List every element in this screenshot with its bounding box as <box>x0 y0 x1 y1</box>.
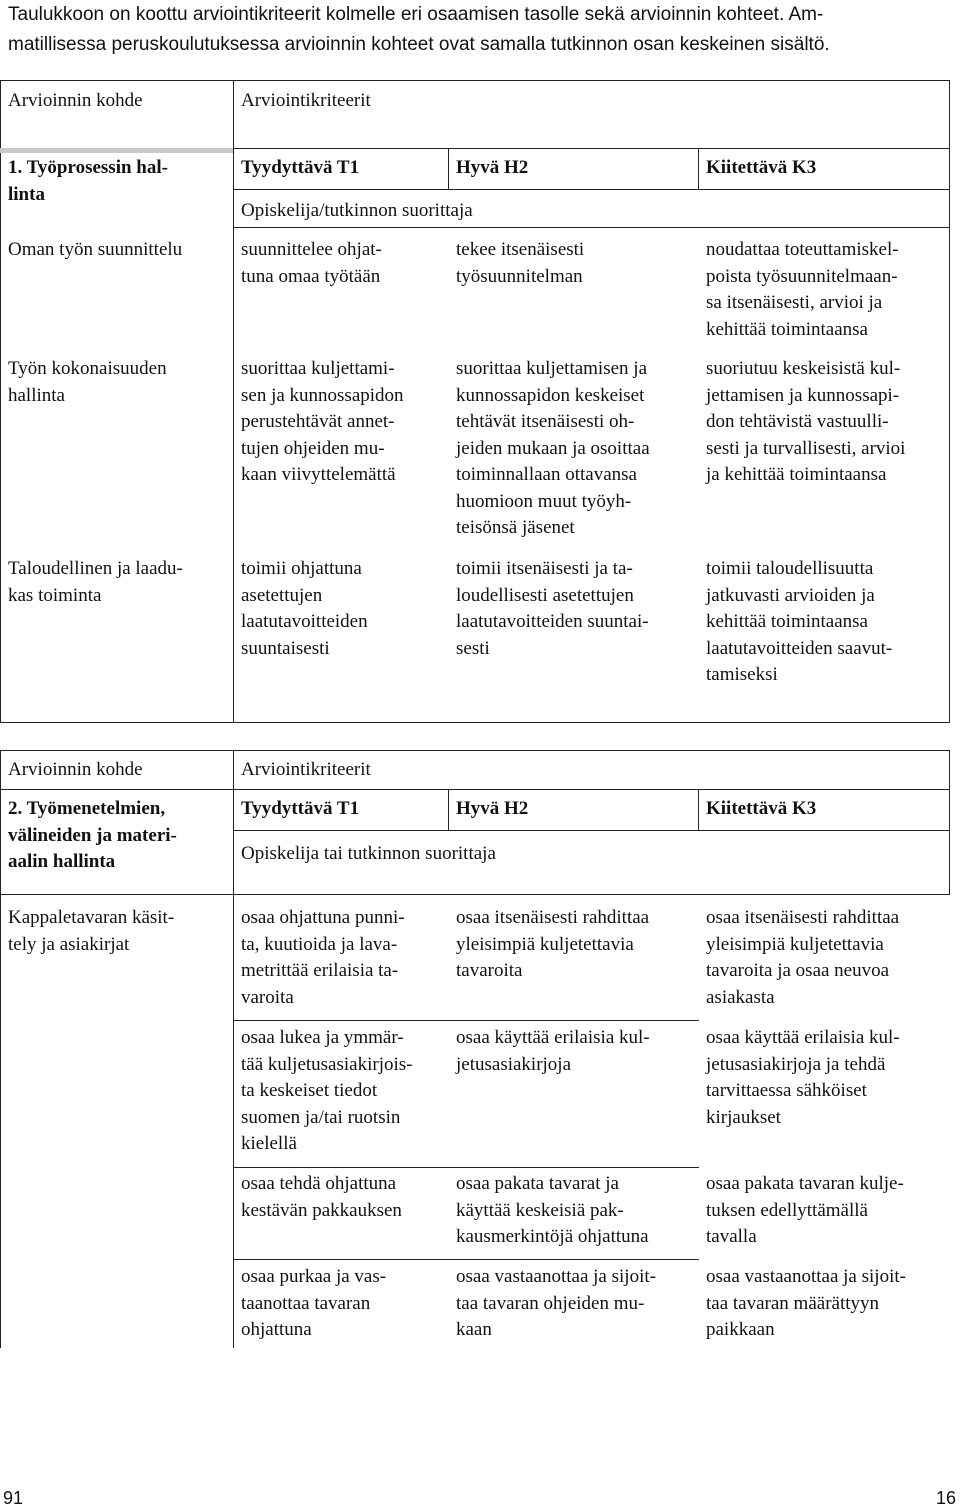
cell-line: jettamisen ja kunnossapi- <box>706 384 900 406</box>
section-title-line: 1. Työprosessin hal- <box>8 157 168 178</box>
cell-line: tamiseksi <box>706 664 778 685</box>
cell-line: tely ja asiakirjat <box>8 933 130 955</box>
cell-line: perustehtävät annet- <box>241 411 395 432</box>
criteria-h2 <box>456 1171 649 1251</box>
table-divider <box>0 894 950 895</box>
cell-line: sesti ja turvallisesti, arvioi <box>706 437 906 459</box>
intro-line: matillisessa peruskoulutuksessa arvioinnin kohteet ovat samalla tutkinnon osan keskeinen sisältö. <box>8 34 830 55</box>
cell-line: huomioon muut työyh- <box>456 490 632 512</box>
cell-line: osaa käyttää erilaisia kul- <box>456 1027 650 1048</box>
criteria-h2 <box>456 356 650 542</box>
cell-line: suunnittelee ohjat- <box>241 239 382 260</box>
cell-line: osaa ohjattuna punni- <box>241 907 405 928</box>
table-divider <box>0 750 1 1348</box>
table-divider <box>448 148 449 189</box>
subject-label: Opiskelija/tutkinnon suorittaja <box>241 200 473 221</box>
cell-line: noudattaa toteuttamiskel- <box>706 239 899 260</box>
cell-line: suuntaisesti <box>241 637 330 659</box>
cell-line: kunnossapidon keskeiset <box>456 384 645 406</box>
cell-line: suoriutuu keskeisistä kul- <box>706 358 901 379</box>
subject-label: Opiskelija tai tutkinnon suorittaja <box>241 843 496 864</box>
cell-line: tavalla <box>706 1226 757 1247</box>
cell-line: osaa pakata tavarat ja <box>456 1173 619 1194</box>
level-t1: Tyydyttävä T1 <box>241 157 360 178</box>
section-title-line: linta <box>8 183 45 205</box>
cell-line: laatutavoitteiden suuntai- <box>456 611 649 632</box>
criteria-k3 <box>706 1264 906 1344</box>
criteria-t1 <box>241 556 368 662</box>
section-title-line: aalin hallinta <box>8 851 116 872</box>
cell-line: tekee itsenäisesti <box>456 239 585 260</box>
page-number-left: 91 <box>3 1488 24 1508</box>
table-divider <box>698 148 699 189</box>
table-divider <box>233 189 950 190</box>
level-h2: Hyvä H2 <box>456 157 529 178</box>
table-divider <box>0 789 950 790</box>
criteria-h2 <box>456 556 649 662</box>
level-t1: Tyydyttävä T1 <box>241 798 360 819</box>
row-kohde <box>8 237 182 264</box>
cell-line: tarvittaessa sähköiset <box>706 1080 867 1101</box>
cell-line: suomen ja/tai ruotsin <box>241 1106 401 1128</box>
row-kohde <box>8 356 167 409</box>
table-divider <box>233 830 950 831</box>
cell-line: hallinta <box>8 384 65 406</box>
level-k3: Kiitettävä K3 <box>706 798 817 819</box>
cell-line: tää kuljetusasiakirjois- <box>241 1053 413 1075</box>
row-kohde <box>8 556 183 609</box>
criteria-k3 <box>706 1171 904 1251</box>
criteria-h2 <box>456 1025 650 1078</box>
cell-line: kirjaukset <box>706 1106 781 1128</box>
cell-line: kas toiminta <box>8 584 102 606</box>
cell-line: Oman työn suunnittelu <box>8 239 183 260</box>
cell-line: Taloudellinen ja laadu- <box>8 558 183 579</box>
table-divider <box>949 750 950 894</box>
cell-line: osaa tehdä ohjattuna <box>241 1173 397 1194</box>
cell-line: toimii ohjattuna <box>241 558 362 579</box>
cell-line: kestävän pakkauksen <box>241 1199 402 1221</box>
row-kohde <box>8 905 174 958</box>
cell-line: tehtävät itsenäisesti oh- <box>456 411 635 432</box>
criteria-k3 <box>706 237 899 343</box>
cell-line: osaa käyttää erilaisia kul- <box>706 1027 900 1048</box>
cell-line: jetusasiakirjoja <box>456 1053 572 1075</box>
cell-line: asetettujen <box>241 584 323 606</box>
cell-line: varoita <box>241 986 294 1008</box>
criteria-t1 <box>241 1171 402 1224</box>
cell-line: käyttää keskeisiä pak- <box>456 1199 624 1221</box>
cell-line: asiakasta <box>706 986 775 1008</box>
cell-line: suorittaa kuljettami- <box>241 358 395 379</box>
cell-line: toimii taloudellisuutta <box>706 558 874 579</box>
table-divider <box>233 1167 699 1168</box>
cell-line: ta keskeiset tiedot <box>241 1080 378 1101</box>
cell-line: kaan <box>456 1319 492 1340</box>
cell-line: yleisimpiä kuljetettavia <box>456 933 634 955</box>
criteria-t1 <box>241 356 404 489</box>
header-arviointikriteerit: Arviointikriteerit <box>241 90 371 111</box>
cell-line: tuksen edellyttämällä <box>706 1199 868 1221</box>
cell-line: metrittää erilaisia ta- <box>241 960 399 981</box>
criteria-k3 <box>706 905 899 1011</box>
criteria-h2 <box>456 1264 656 1344</box>
criteria-h2 <box>456 905 649 985</box>
cell-line: Työn kokonaisuuden <box>8 358 167 379</box>
header-arvioinnin-kohde: Arvioinnin kohde <box>8 759 143 780</box>
criteria-t1 <box>241 905 405 1011</box>
cell-line: tujen ohjeiden mu- <box>241 437 385 459</box>
cell-line: Kappaletavaran käsit- <box>8 907 175 928</box>
criteria-h2 <box>456 237 584 290</box>
cell-line: osaa vastaanottaa ja sijoit- <box>706 1266 906 1287</box>
cell-line: jetusasiakirjoja ja tehdä <box>706 1053 886 1075</box>
level-k3: Kiitettävä K3 <box>706 157 817 178</box>
level-h2: Hyvä H2 <box>456 798 529 819</box>
cell-line: tuna omaa työtään <box>241 265 381 287</box>
cell-line: don tehtävistä vastuulli- <box>706 411 889 432</box>
cell-line: osaa itsenäisesti rahdittaa <box>706 907 900 928</box>
cell-line: osaa pakata tavaran kulje- <box>706 1173 904 1194</box>
cell-line: kausmerkintöjä ohjattuna <box>456 1226 649 1247</box>
cell-line: kehittää toimintaansa <box>706 318 868 340</box>
cell-line: yleisimpiä kuljetettavia <box>706 933 884 955</box>
cell-line: sen ja kunnossapidon <box>241 384 404 406</box>
cell-line: osaa purkaa ja vas- <box>241 1266 387 1287</box>
cell-line: ja kehittää toimintaansa <box>706 464 887 485</box>
cell-line: laatutavoitteiden saavut- <box>706 637 893 659</box>
cell-line: teisönsä jäsenet <box>456 517 575 538</box>
cell-line: loudellisesti asetettujen <box>456 584 634 606</box>
table-divider <box>0 750 950 751</box>
table-divider <box>448 789 449 830</box>
table-divider <box>233 1020 699 1021</box>
cell-line: laatutavoitteiden <box>241 611 368 632</box>
cell-line: taa tavaran määrättyyn <box>706 1292 880 1314</box>
cell-line: tavaroita <box>456 960 523 981</box>
cell-line: jatkuvasti arvioiden ja <box>706 584 875 606</box>
section-title-line: välineiden ja materi- <box>8 824 177 846</box>
criteria-t1 <box>241 1264 386 1344</box>
cell-line: kehittää toimintaansa <box>706 611 868 632</box>
section-title <box>8 796 177 876</box>
table-shading <box>0 148 233 153</box>
cell-line: sesti <box>456 637 490 659</box>
intro-line: Taulukkoon on koottu arviointikriteerit kolmelle eri osaamisen tasolle sekä arvioinnin kohteet. Am- <box>8 4 824 25</box>
cell-line: kaan viivyttelemättä <box>241 464 396 485</box>
cell-line: työsuunnitelman <box>456 265 583 287</box>
cell-line: toiminnallaan ottavansa <box>456 464 637 485</box>
cell-line: ta, kuutioida ja lava- <box>241 933 398 955</box>
table-divider <box>233 227 950 228</box>
table-divider <box>233 80 234 723</box>
criteria-k3 <box>706 556 892 689</box>
cell-line: sa itsenäisesti, arvioi ja <box>706 292 883 313</box>
criteria-t1 <box>241 237 382 290</box>
cell-line: suorittaa kuljettamisen ja <box>456 358 648 379</box>
intro-paragraph <box>8 0 958 60</box>
criteria-k3 <box>706 356 905 489</box>
page-number-right: 16 <box>935 1488 956 1508</box>
criteria-k3 <box>706 1025 900 1131</box>
table-divider <box>233 1259 699 1260</box>
cell-line: osaa lukea ja ymmär- <box>241 1027 404 1048</box>
cell-line: taa tavaran ohjeiden mu- <box>456 1292 645 1314</box>
cell-line: poista työsuunnitelmaan- <box>706 265 898 287</box>
cell-line: ohjattuna <box>241 1319 312 1340</box>
header-arvioinnin-kohde: Arvioinnin kohde <box>8 90 143 111</box>
cell-line: osaa vastaanottaa ja sijoit- <box>456 1266 656 1287</box>
cell-line: kielellä <box>241 1133 297 1154</box>
cell-line: paikkaan <box>706 1319 775 1340</box>
cell-line: tavaroita ja osaa neuvoa <box>706 960 890 981</box>
section-title <box>8 155 168 208</box>
section-title-line: 2. Työmenetelmien, <box>8 798 166 819</box>
table-divider <box>698 789 699 830</box>
criteria-t1 <box>241 1025 412 1158</box>
cell-line: taanottaa tavaran <box>241 1292 371 1314</box>
cell-line: jeiden mukaan ja osoittaa <box>456 437 650 459</box>
cell-line: osaa itsenäisesti rahdittaa <box>456 907 650 928</box>
header-arviointikriteerit: Arviointikriteerit <box>241 759 371 780</box>
cell-line: toimii itsenäisesti ja ta- <box>456 558 633 579</box>
